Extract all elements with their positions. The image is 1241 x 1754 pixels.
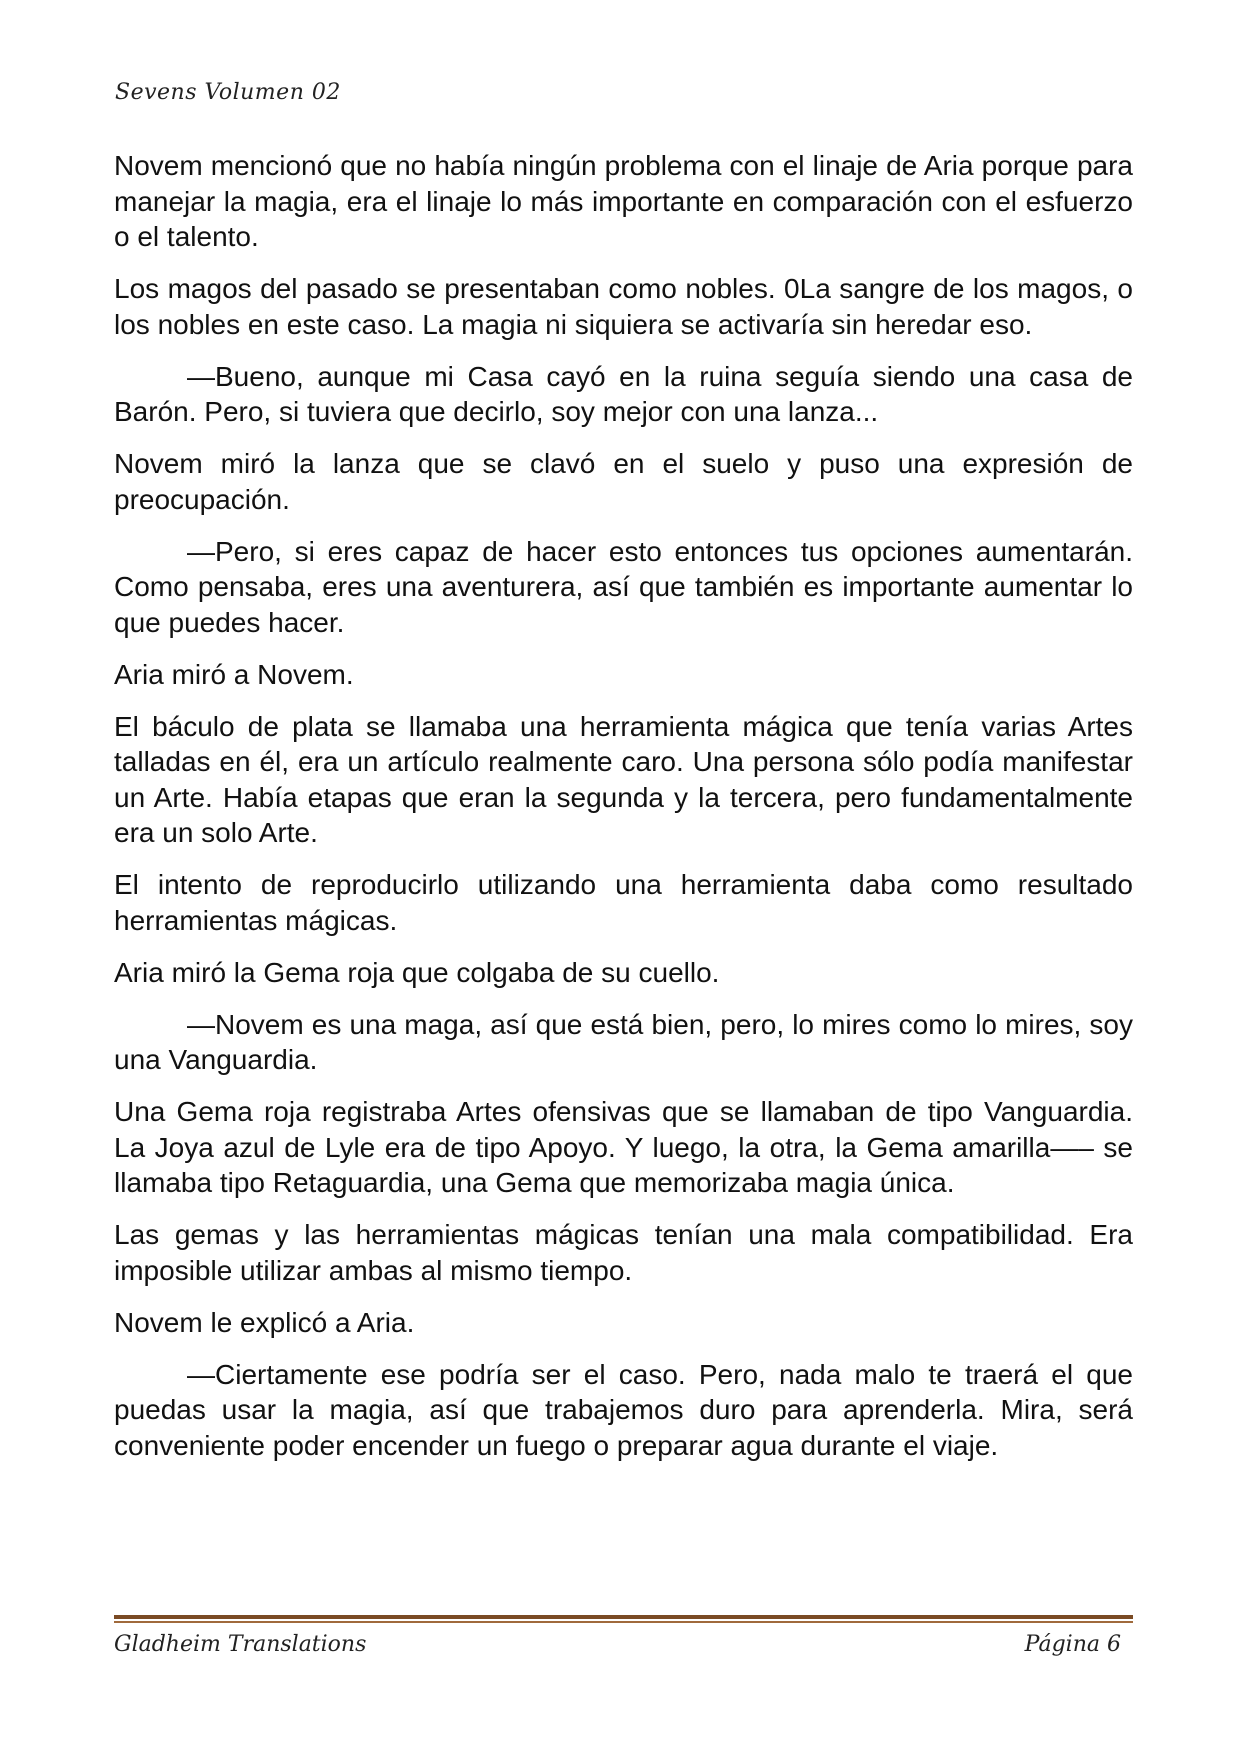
paragraph: Aria miró la Gema roja que colgaba de su cuello. [114, 956, 720, 988]
paragraph: Novem miró la lanza que se clavó en el suelo y puso una expresión de preocupación. [114, 448, 1133, 515]
dialogue-paragraph: —Bueno, aunque mi Casa cayó en la ruina seguía siendo una casa de Barón. Pero, si tuviera que decirlo, soy mejor con una lanza... [114, 360, 1133, 427]
footer-divider-thick [114, 1615, 1133, 1619]
body-text [114, 148, 1133, 1480]
dialogue-paragraph: —Pero, si eres capaz de hacer esto entonces tus opciones aumentarán. Como pensaba, eres una aventurera, así que también es importante aumentar lo que puedes hacer. [114, 535, 1133, 638]
page-number: Página 6 [1024, 1632, 1121, 1657]
paragraph: Aria miró a Novem. [114, 658, 354, 690]
footer-divider-thin [114, 1621, 1133, 1623]
paragraph: El báculo de plata se llamaba una herramienta mágica que tenía varias Artes talladas en él, era un artículo realmente caro. Una persona sólo podía manifestar un Arte. Había etapas que eran la segunda y la tercera, pero fundamentalmente era un solo Arte. [114, 710, 1133, 848]
paragraph: Una Gema roja registraba Artes ofensivas que se llamaban de tipo Vanguardia. La Joya azul de Lyle era de tipo Apoyo. Y luego, la otra, la Gema amarilla—– se llamaba tipo Retaguardia, una Gema que memorizaba magia única. [114, 1096, 1133, 1198]
footer-divider [114, 1615, 1133, 1623]
paragraph: Novem le explicó a Aria. [114, 1306, 415, 1338]
paragraph: Novem mencionó que no había ningún problema con el linaje de Aria porque para manejar la magia, era el linaje lo más importante en comparación con el esfuerzo o el talento. [114, 150, 1133, 252]
paragraph: Las gemas y las herramientas mágicas tenían una mala compatibilidad. Era imposible utilizar ambas al mismo tiempo. [114, 1219, 1133, 1286]
paragraph: Los magos del pasado se presentaban como nobles. 0La sangre de los magos, o los nobles en este caso. La magia ni siquiera se activaría sin heredar eso. [114, 273, 1133, 340]
dialogue-paragraph: —Ciertamente ese podría ser el caso. Pero, nada malo te traerá el que puedas usar la magia, así que trabajemos duro para aprenderla. Mira, será conveniente poder encender un fuego o preparar agua durante el viaje. [114, 1358, 1133, 1461]
running-header: Sevens Volumen 02 [115, 80, 341, 105]
dialogue-paragraph: —Novem es una maga, así que está bien, pero, lo mires como lo mires, soy una Vanguardia. [114, 1008, 1133, 1075]
footer-credit: Gladheim Translations [114, 1632, 367, 1657]
paragraph: El intento de reproducirlo utilizando una herramienta daba como resultado herramientas mágicas. [114, 869, 1133, 936]
